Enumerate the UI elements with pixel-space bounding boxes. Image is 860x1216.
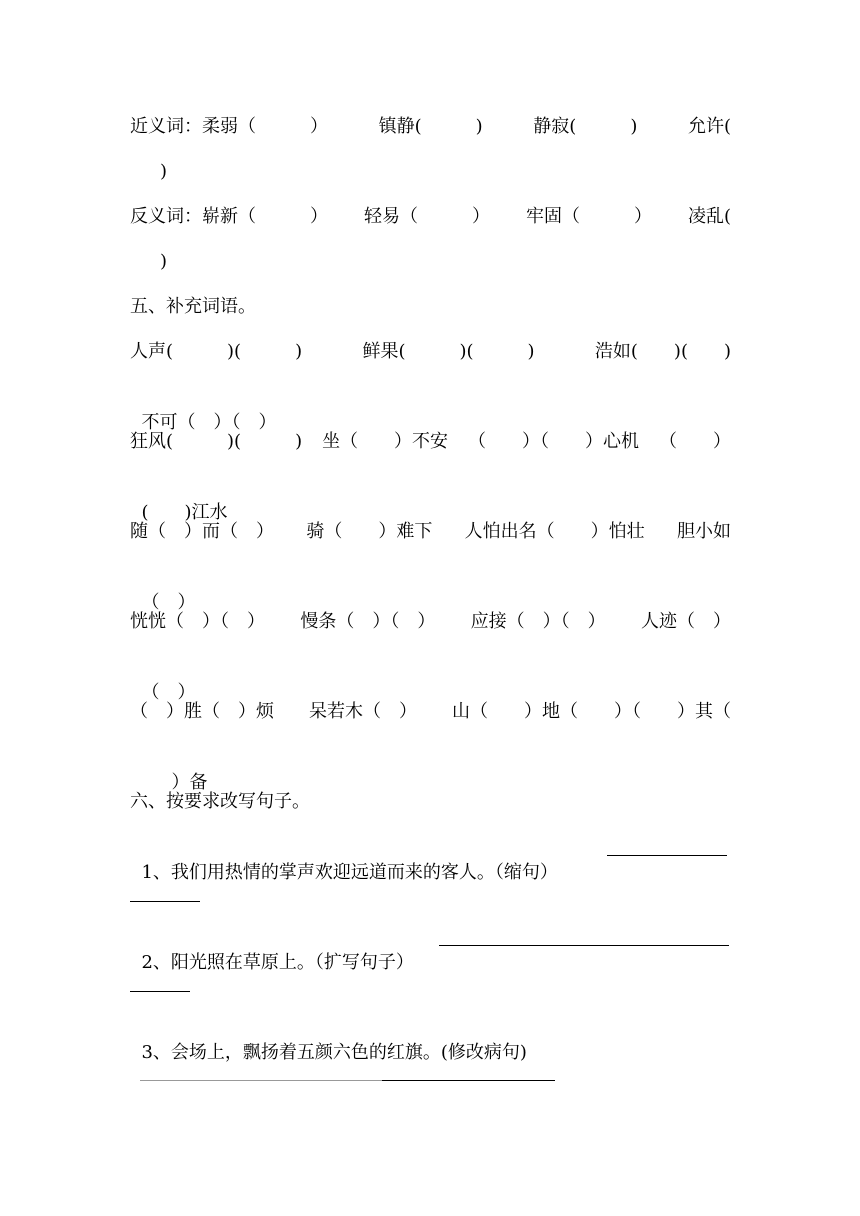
antonyms-label: 反义词： bbox=[130, 206, 202, 227]
idiom-blank[interactable]: （ ） bbox=[659, 431, 731, 452]
question-3-text: 3、会场上，飘扬着五颜六色的红旗。(修改病句) bbox=[141, 1042, 527, 1063]
idiom-row bbox=[130, 519, 731, 545]
answer-line-1b[interactable] bbox=[130, 901, 200, 902]
idiom-row bbox=[130, 699, 731, 725]
antonyms-row bbox=[130, 204, 731, 230]
idiom-blank[interactable]: 胆小如 bbox=[676, 521, 731, 542]
answer-line-3a[interactable] bbox=[140, 1080, 382, 1081]
synonym-blank-1[interactable]: 柔弱（ ） bbox=[202, 116, 328, 137]
section5-title: 五、补充词语。 bbox=[130, 296, 256, 317]
idiom-blank[interactable]: 人声( )( ) bbox=[130, 341, 303, 362]
section6-title: 六、按要求改写句子。 bbox=[130, 791, 310, 812]
idiom-blank[interactable]: 不可（ ）（ ） bbox=[141, 412, 277, 433]
synonyms-label-and-first bbox=[130, 114, 328, 140]
antonyms-label-and-first bbox=[130, 204, 328, 230]
idiom-blank[interactable]: （ ） bbox=[141, 592, 196, 613]
idiom-blank[interactable]: 恍恍（ ）（ ） bbox=[130, 611, 265, 632]
question-2-text: 2、阳光照在草原上。（扩写句子） bbox=[141, 952, 414, 973]
idiom-row bbox=[130, 609, 731, 635]
synonyms-row bbox=[130, 114, 731, 140]
idiom-blank[interactable]: 人怕出名（ ）怕壮 bbox=[464, 521, 645, 542]
idiom-blank[interactable]: （ ）（ ）心机 bbox=[468, 431, 640, 452]
synonyms-tail: ) bbox=[160, 161, 168, 182]
antonym-blank-1[interactable]: 崭新（ ） bbox=[202, 206, 328, 227]
idiom-blank[interactable]: 应接（ ）（ ） bbox=[470, 611, 606, 632]
answer-line-2b[interactable] bbox=[130, 991, 190, 992]
idiom-blank[interactable]: ( )江水 bbox=[141, 502, 228, 523]
idiom-blank[interactable]: 狂风( )( ) bbox=[130, 431, 303, 452]
idiom-blank[interactable]: 人迹（ ） bbox=[640, 611, 731, 632]
question-3 bbox=[130, 1014, 731, 1066]
antonym-blank-2[interactable]: 轻易（ ） bbox=[363, 206, 490, 227]
antonym-blank-3[interactable]: 牢固（ ） bbox=[525, 206, 652, 227]
answer-line-3b[interactable] bbox=[382, 1080, 555, 1081]
antonym-blank-4[interactable]: 凌乱( bbox=[687, 206, 731, 227]
synonyms-label: 近义词： bbox=[130, 116, 202, 137]
question-2 bbox=[130, 924, 731, 976]
idiom-blank[interactable]: 鲜果( )( ) bbox=[362, 341, 535, 362]
antonyms-tail: ) bbox=[160, 251, 168, 272]
synonym-blank-4[interactable]: 允许( bbox=[687, 116, 731, 137]
idiom-blank[interactable]: ）备 bbox=[171, 772, 208, 793]
question-1 bbox=[130, 834, 731, 886]
idiom-row bbox=[130, 429, 731, 455]
answer-line-2a[interactable] bbox=[439, 945, 729, 946]
synonym-blank-2[interactable]: 镇静( ) bbox=[378, 116, 483, 137]
idiom-blank[interactable]: 浩如( )( ) bbox=[594, 341, 731, 362]
idiom-blank[interactable]: 随（ ）而（ ） bbox=[130, 521, 274, 542]
synonym-blank-3[interactable]: 静寂( ) bbox=[533, 116, 638, 137]
idiom-blank[interactable]: 山（ ）地（ ）（ ）其（ bbox=[452, 701, 731, 722]
answer-line-1a[interactable] bbox=[607, 855, 727, 856]
idiom-blank[interactable]: （ ） bbox=[141, 682, 196, 703]
idiom-blank[interactable]: 骑（ ）难下 bbox=[306, 521, 433, 542]
idiom-blank[interactable]: （ ）胜（ ）烦 bbox=[130, 701, 274, 722]
idiom-blank[interactable]: 坐（ ）不安 bbox=[322, 431, 449, 452]
question-1-text: 1、我们用热情的掌声欢迎远道而来的客人。（缩句） bbox=[141, 862, 558, 883]
idiom-row bbox=[130, 339, 731, 365]
idiom-blank[interactable]: 呆若木（ ） bbox=[309, 701, 417, 722]
idiom-blank[interactable]: 慢条（ ）（ ） bbox=[300, 611, 436, 632]
